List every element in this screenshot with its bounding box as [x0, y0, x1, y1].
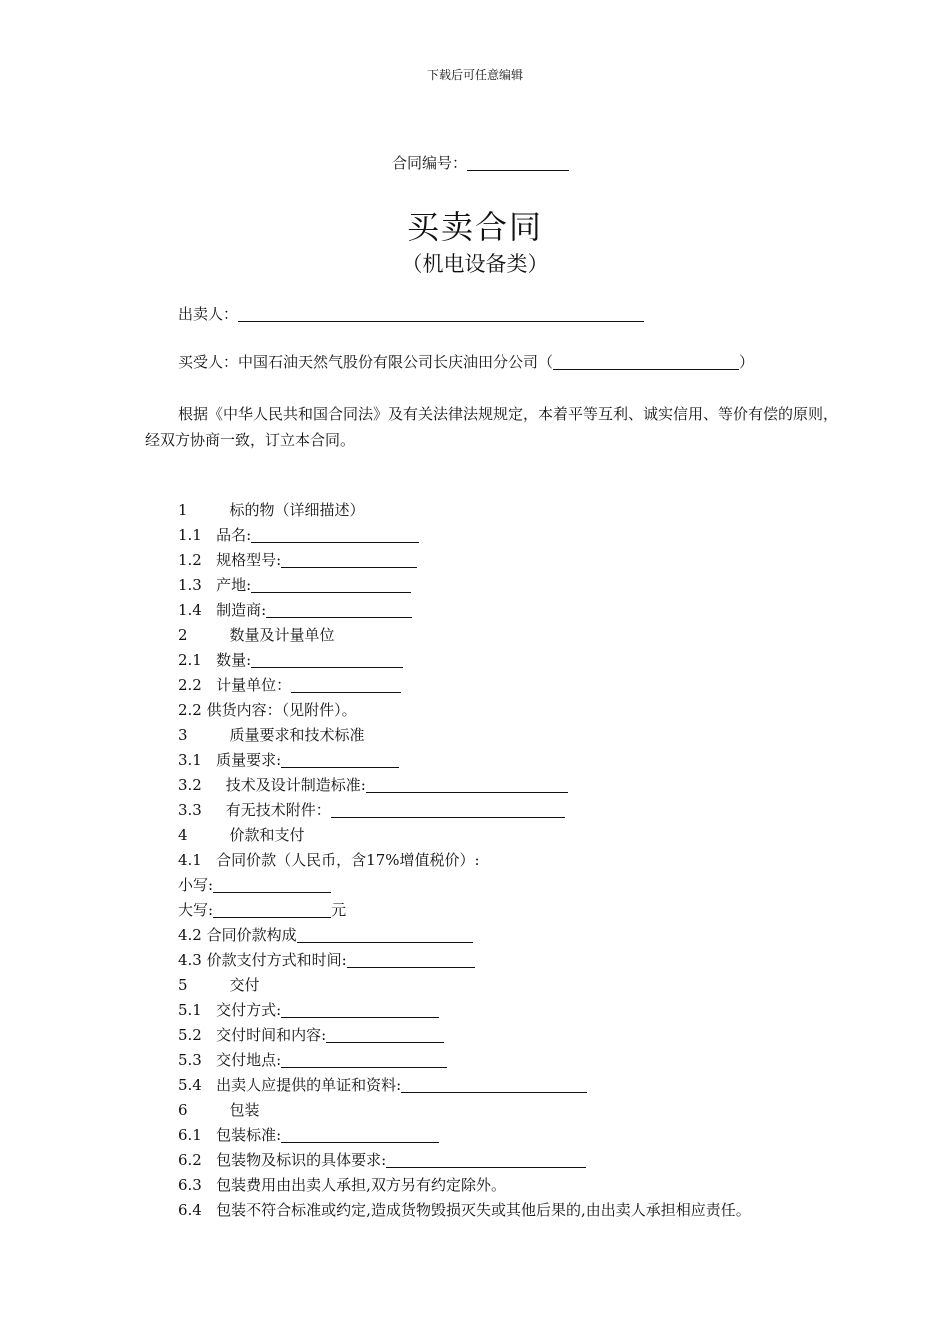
price-uppercase-blank[interactable]	[213, 901, 331, 918]
clause-text: 包装不符合标准或约定,造成货物毁损灭失或其他后果的,由出卖人承担相应责任。	[216, 1201, 751, 1219]
tech-attachment-blank[interactable]	[331, 801, 565, 818]
clause-number: 5.2	[178, 1026, 202, 1044]
price-uppercase-label: 大写:	[178, 901, 214, 919]
section-title: 价款和支付	[229, 826, 305, 844]
section-title: 数量及计量单位	[229, 626, 335, 644]
clause-4-1	[178, 850, 480, 870]
section-4-heading	[178, 825, 305, 845]
clause-number: 6.1	[178, 1126, 202, 1144]
seller-label: 出卖人：	[178, 305, 239, 323]
buyer-label: 买受人：中国石油天然气股份有限公司长庆油田分公司（	[178, 353, 554, 371]
model-blank[interactable]	[281, 551, 417, 568]
clause-6-3	[178, 1175, 506, 1195]
quantity-blank[interactable]	[251, 651, 403, 668]
section-title: 质量要求和技术标准	[229, 726, 365, 744]
price-lowercase-blank[interactable]	[213, 876, 331, 893]
clause-number: 1.2	[178, 551, 202, 569]
clause-5-3	[178, 1050, 447, 1070]
product-name-blank[interactable]	[251, 526, 419, 543]
section-title: 交付	[229, 976, 260, 994]
clause-number: 1.4	[178, 601, 202, 619]
clause-5-2	[178, 1025, 444, 1045]
seller-blank[interactable]	[238, 305, 644, 322]
clause-6-4	[178, 1200, 751, 1220]
clause-label: 出卖人应提供的单证和资料:	[216, 1076, 402, 1094]
clause-number: 3.3	[178, 801, 202, 819]
clause-5-1	[178, 1000, 439, 1020]
clause-number: 5.1	[178, 1001, 202, 1019]
clause-label: 有无技术附件：	[225, 801, 331, 819]
section-3-heading	[178, 725, 365, 745]
packaging-requirement-blank[interactable]	[386, 1151, 586, 1168]
clause-label: 制造商:	[216, 601, 267, 619]
price-composition-blank[interactable]	[297, 926, 473, 943]
section-number: 6	[178, 1101, 188, 1119]
clause-label: 产地:	[216, 576, 252, 594]
clause-1-1	[178, 525, 419, 545]
clause-label: 合同价款（人民币，含17%增值税价）:	[216, 851, 480, 869]
clause-number: 5.4	[178, 1076, 202, 1094]
clause-3-3	[178, 800, 565, 820]
clause-number: 4.2	[178, 926, 202, 944]
clause-2-2	[178, 675, 401, 695]
clause-3-2	[178, 775, 568, 795]
section-title: 包装	[229, 1101, 260, 1119]
clause-label: 供货内容：（见附件）。	[206, 701, 357, 719]
delivery-place-blank[interactable]	[281, 1051, 447, 1068]
clause-label: 质量要求:	[216, 751, 282, 769]
clause-label: 数量:	[216, 651, 252, 669]
clause-2-2b	[178, 700, 357, 720]
clause-number: 1.3	[178, 576, 202, 594]
clause-6-2	[178, 1150, 586, 1170]
price-lowercase-label: 小写:	[178, 876, 214, 894]
clause-1-4	[178, 600, 412, 620]
section-title: 标的物（详细描述）	[229, 501, 365, 519]
document-subtitle: （机电设备类）	[401, 252, 549, 276]
contract-number-blank[interactable]	[467, 154, 569, 171]
clause-3-1	[178, 750, 399, 770]
clause-number: 3.2	[178, 776, 202, 794]
section-number: 3	[178, 726, 188, 744]
clause-number: 2.2	[178, 676, 202, 694]
unit-blank[interactable]	[291, 676, 401, 693]
clause-number: 4.1	[178, 851, 202, 869]
section-number: 1	[178, 501, 188, 519]
clause-label: 合同价款构成	[206, 926, 297, 944]
clause-number: 6.3	[178, 1176, 202, 1194]
clause-1-3	[178, 575, 411, 595]
section-number: 2	[178, 626, 188, 644]
clause-label: 交付地点:	[216, 1051, 282, 1069]
buyer-close: ）	[739, 353, 755, 371]
clause-number: 4.3	[178, 951, 202, 969]
documents-blank[interactable]	[401, 1076, 587, 1093]
document-title: 买卖合同	[406, 208, 543, 246]
header-note: 下载后可任意编辑	[426, 68, 523, 82]
clause-number: 5.3	[178, 1051, 202, 1069]
manufacturer-blank[interactable]	[266, 601, 412, 618]
clause-1-2	[178, 550, 417, 570]
price-lowercase-line	[178, 875, 331, 895]
packaging-standard-blank[interactable]	[281, 1126, 439, 1143]
clause-5-4	[178, 1075, 587, 1095]
clause-2-1	[178, 650, 403, 670]
delivery-time-blank[interactable]	[326, 1026, 444, 1043]
origin-blank[interactable]	[251, 576, 411, 593]
clause-text: 包装费用由出卖人承担,双方另有约定除外。	[216, 1176, 506, 1194]
buyer-blank[interactable]	[553, 353, 739, 370]
section-number: 5	[178, 976, 188, 994]
clause-number: 2.2	[178, 701, 202, 719]
clause-4-2	[178, 925, 473, 945]
clause-number: 2.1	[178, 651, 202, 669]
clause-number: 6.2	[178, 1151, 202, 1169]
clause-6-1	[178, 1125, 439, 1145]
buyer-line	[178, 351, 754, 372]
clause-label: 规格型号:	[216, 551, 282, 569]
contract-number-line	[392, 152, 569, 173]
payment-method-blank[interactable]	[347, 951, 475, 968]
standard-blank[interactable]	[366, 776, 568, 793]
clause-number: 6.4	[178, 1201, 202, 1219]
clause-label: 包装标准:	[216, 1126, 282, 1144]
section-number: 4	[178, 826, 188, 844]
currency-unit: 元	[331, 901, 347, 919]
clause-label: 包装物及标识的具体要求:	[216, 1151, 387, 1169]
clause-label: 技术及设计制造标准:	[225, 776, 366, 794]
quality-blank[interactable]	[281, 751, 399, 768]
clause-label: 计量单位：	[216, 676, 292, 694]
clause-label: 品名:	[216, 526, 252, 544]
clause-4-3	[178, 950, 475, 970]
clause-label: 交付方式:	[216, 1001, 282, 1019]
clause-number: 1.1	[178, 526, 202, 544]
preamble-paragraph: 根据《中华人民共和国合同法》及有关法律法规规定，本着平等互利、诚实信用、等价有偿的原则，经双方协商一致，订立本合同。	[145, 405, 839, 449]
section-1-heading	[178, 500, 365, 520]
contract-number-label: 合同编号：	[392, 154, 468, 172]
clause-number: 3.1	[178, 751, 202, 769]
clause-label: 价款支付方式和时间:	[206, 951, 347, 969]
price-uppercase-line	[178, 900, 346, 920]
section-2-heading	[178, 625, 335, 645]
section-6-heading	[178, 1100, 260, 1120]
section-5-heading	[178, 975, 260, 995]
seller-line	[178, 303, 644, 324]
delivery-method-blank[interactable]	[281, 1001, 439, 1018]
clause-label: 交付时间和内容:	[216, 1026, 327, 1044]
